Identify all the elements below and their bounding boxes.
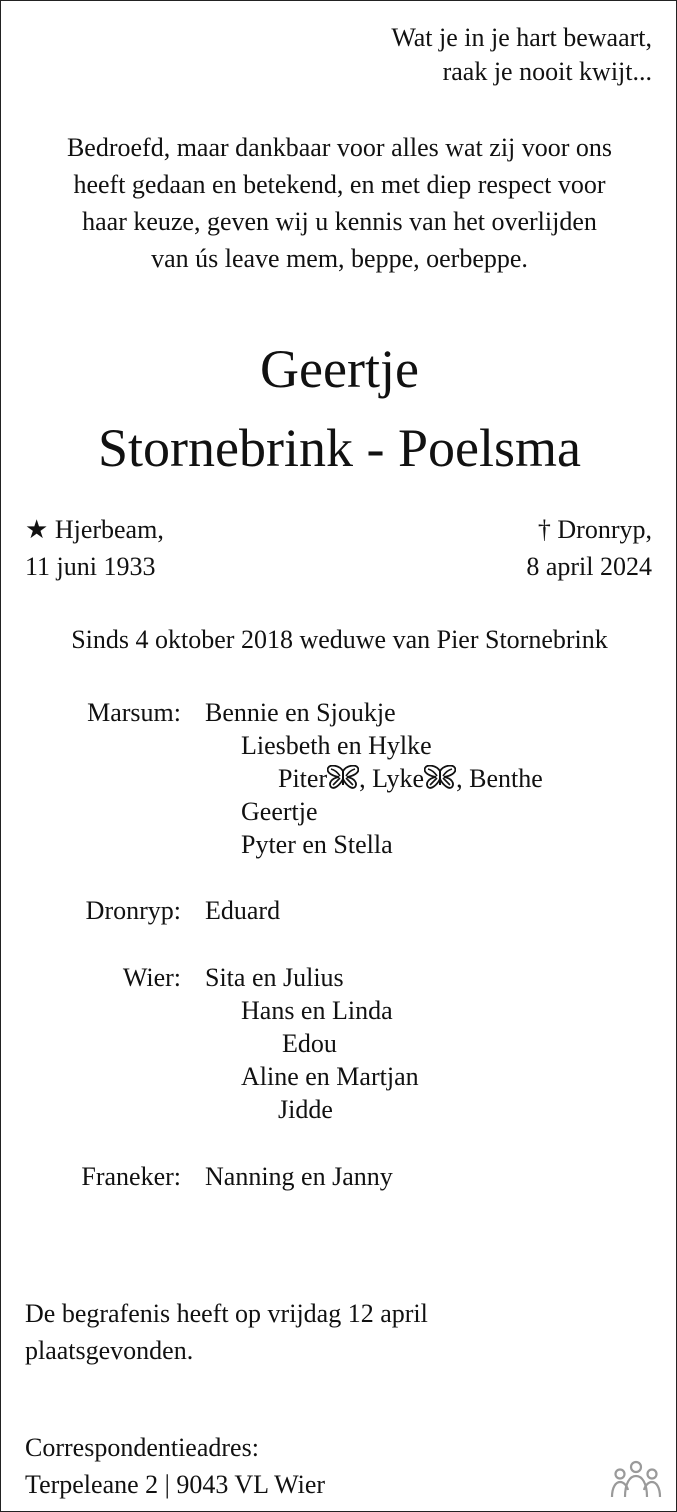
- family-name: , Lyke: [359, 764, 425, 793]
- motto: [391, 21, 652, 89]
- motto-line-1: Wat je in je hart bewaart,: [391, 23, 652, 52]
- birth-place-line: [25, 511, 164, 548]
- intro-line-2: heeft gedaan en betekend, en met diep respect voor: [73, 170, 606, 199]
- deceased-surname: Stornebrink - Poelsma: [98, 418, 581, 478]
- funeral-line-2: plaatsgevonden.: [25, 1336, 194, 1365]
- birth-place: Hjerbeam,: [54, 515, 164, 544]
- family-line: Pyter en Stella: [241, 830, 393, 859]
- family-line: Geertje: [241, 797, 318, 826]
- family-line: Aline en Martjan: [241, 1062, 419, 1091]
- family-label-franeker: Franeker:: [81, 1162, 181, 1191]
- motto-line-2: raak je nooit kwijt...: [442, 57, 652, 86]
- family-line-grandchildren: [278, 762, 543, 795]
- family-line: Edou: [282, 1029, 337, 1058]
- correspondence-address-line: Terpeleane 2 | 9043 VL Wier: [25, 1470, 326, 1499]
- death-place-line: [526, 511, 652, 548]
- family-label-dronryp: Dronryp:: [85, 896, 181, 925]
- death-info: [526, 511, 652, 585]
- family-line: Eduard: [205, 896, 281, 925]
- cross-icon: †: [537, 515, 551, 544]
- family-line: Bennie en Sjoukje: [205, 698, 396, 727]
- funeral-line-1: De begrafenis heeft op vrijdag 12 april: [25, 1299, 428, 1328]
- widow-line: Sinds 4 oktober 2018 weduwe van Pier Stornebrink: [71, 625, 608, 654]
- butterfly-icon: [424, 765, 456, 789]
- family-line: Liesbeth en Hylke: [241, 731, 432, 760]
- death-place: Dronryp,: [557, 515, 652, 544]
- death-date: 8 april 2024: [526, 552, 652, 581]
- star-icon: ★: [25, 515, 49, 544]
- correspondence-address: [25, 1429, 325, 1503]
- intro-line-3: haar keuze, geven wij u kennis van het overlijden: [82, 207, 597, 236]
- people-group-logo-icon: [610, 1459, 662, 1499]
- intro-line-4: van ús leave mem, beppe, oerbeppe.: [151, 244, 528, 273]
- family-line: Hans en Linda: [241, 996, 393, 1025]
- birth-date: 11 juni 1933: [25, 552, 156, 581]
- family-line: Sita en Julius: [205, 963, 344, 992]
- intro-text: [1, 129, 677, 277]
- birth-info: [25, 511, 164, 585]
- family-name: , Benthe: [456, 764, 543, 793]
- family-label-marsum: Marsum:: [87, 698, 181, 727]
- deceased-first-name: Geertje: [260, 339, 419, 399]
- family-line: Jidde: [278, 1095, 333, 1124]
- intro-line-1: Bedroefd, maar dankbaar voor alles wat zij voor ons: [66, 133, 613, 162]
- funeral-notice: [25, 1295, 545, 1369]
- family-name: Piter: [278, 764, 328, 793]
- family-line: Nanning en Janny: [205, 1162, 393, 1191]
- family-label-wier: Wier:: [122, 963, 181, 992]
- correspondence-label: Correspondentieadres:: [25, 1433, 259, 1462]
- butterfly-icon: [327, 765, 359, 789]
